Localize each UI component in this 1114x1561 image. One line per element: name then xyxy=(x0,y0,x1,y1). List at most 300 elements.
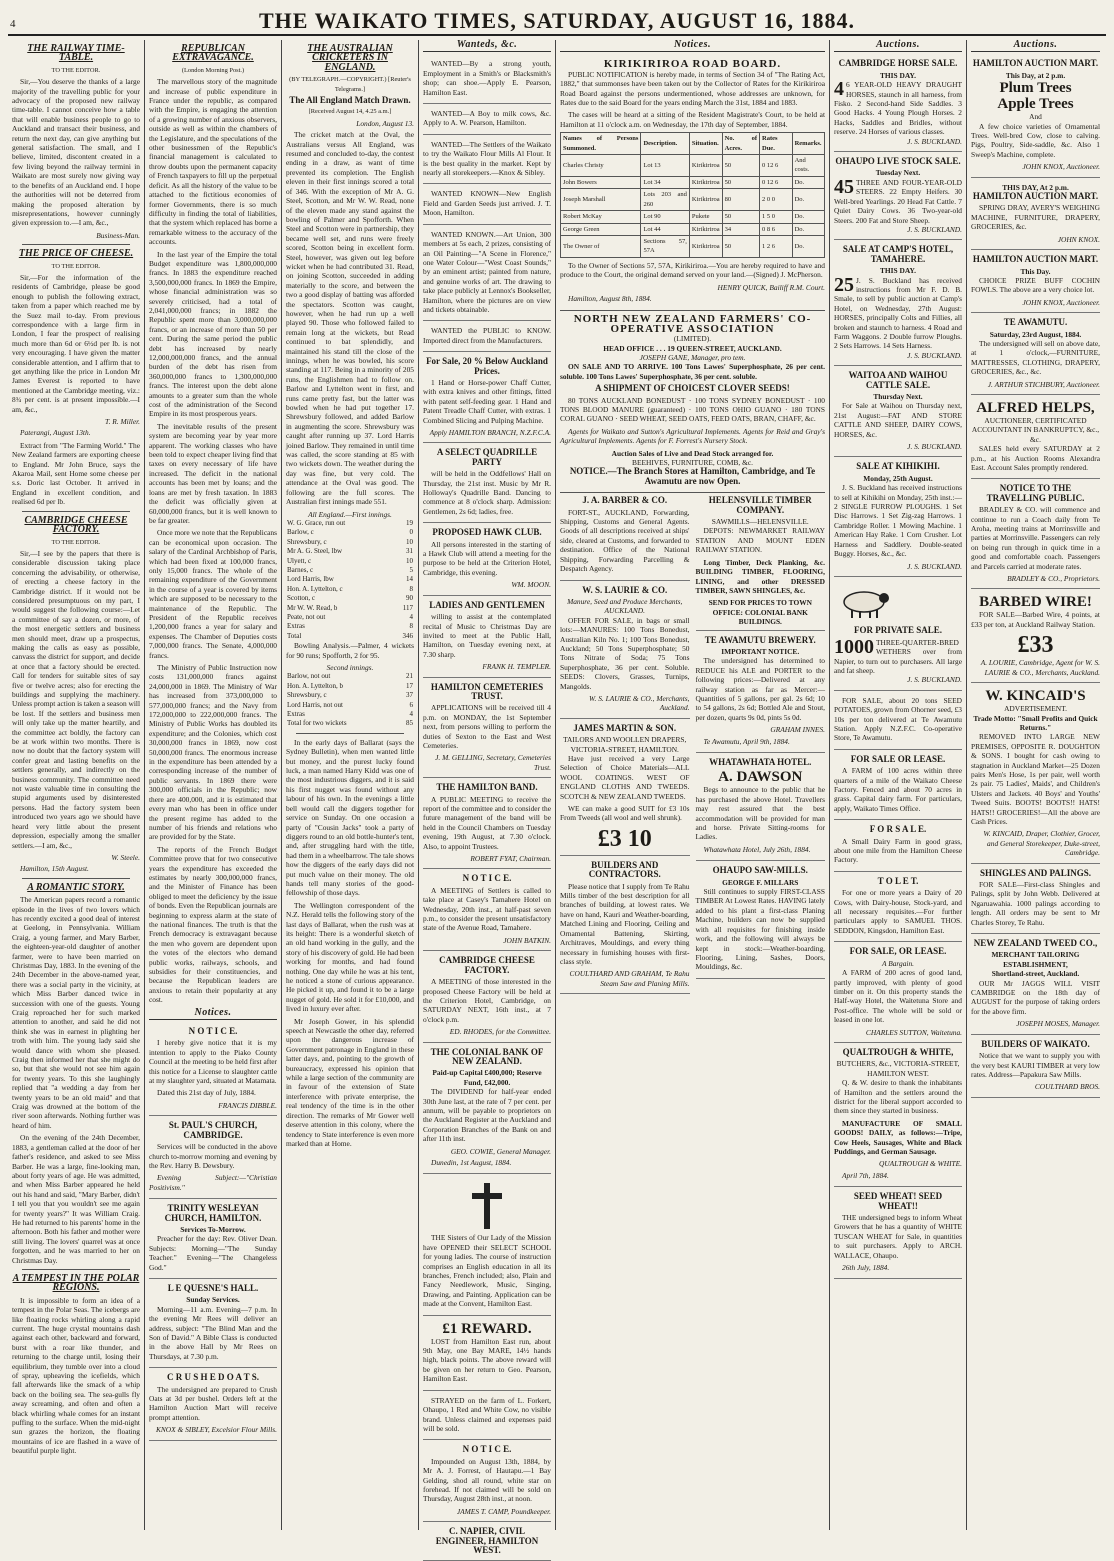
strayed-body: STRAYED on the farm of L. Forkert, Ohaupo, 1 Red and White Cow, no visible brand. Unless claimed and expenses paid will be sold. xyxy=(423,1395,551,1433)
band-signature: ROBERT FYAT, Chairman. xyxy=(470,854,551,864)
score-row xyxy=(286,594,414,603)
runs: 19 xyxy=(406,518,413,527)
page-number: 4 xyxy=(10,18,16,30)
auction-ad xyxy=(834,56,962,152)
rates-cell: 2 0 0 xyxy=(760,189,793,211)
mart-day: This Day, at 2 p.m. xyxy=(1005,70,1066,80)
te-awamutu-body: The undersigned will sell on above date, at 1 o'clock,—FURNITURE, MATTRESSES, CLOTHING, DRAPERY, GROCERIES, &c., &c. xyxy=(971,338,1100,377)
scorecard-total xyxy=(286,632,414,641)
wanted-ad xyxy=(423,137,551,185)
score-row xyxy=(286,557,414,566)
split-left xyxy=(560,493,690,996)
sale-title: For Sale, 20 % Below Auckland Prices. xyxy=(426,356,548,376)
runs: 8 xyxy=(409,622,413,631)
church-subject: Evening Subject:—"Christian Positivism." xyxy=(149,1173,277,1192)
auctions-heading: Auctions. xyxy=(971,40,1100,52)
rates-row xyxy=(561,176,825,188)
cemeteries-signature: J. M. GELLING, Secretary, Cemeteries Trust. xyxy=(435,753,551,772)
masthead xyxy=(8,6,1106,36)
tweed-title: NEW ZEALAND TWEED CO., xyxy=(973,938,1098,949)
batsman: Lord Harris, not out xyxy=(287,700,343,709)
to-let-title: T O L E T. xyxy=(877,875,919,886)
church-ad xyxy=(149,1118,277,1199)
wanted-ad xyxy=(423,56,551,104)
for-sale-ad xyxy=(834,822,962,872)
builders-ad xyxy=(560,858,690,994)
rates-cell: Do. xyxy=(792,223,824,235)
batsman: Barnes, c xyxy=(287,565,314,574)
auction-body: For Sale at Waihou on Thursday next, 21st August:—FAT AND STORE CATTLE AND SHEEP, DAIRY COWS, HORSES, &c. xyxy=(834,401,962,439)
divider xyxy=(22,511,130,512)
rates-cell: 80 xyxy=(722,189,759,211)
total-label: Total xyxy=(287,631,302,640)
article-paragraph: Mr Joseph Gower, in his splendid speech at Newcastle the other day, referred upon the dangerous increase of Government patronage in England in these latter days, and, pointing to the growth of bureaucracy, expressed his opinion that while a large section of the community are in favour of the extension of State interference with private enterprise, the real tendency of the time is in the other direction. The remarks of Mr Gower well deserve attention in this colony, where the tendency to State interference is even more marked than at Home. xyxy=(286,1016,414,1148)
hall-body: Morning—11 a.m. Evening—7 p.m. In the evening Mr Rees will deliver an address, subject: "The Blind Man and the Son of David." A Bible Class is conducted in the above Hall by Mr Rees on Thursdays, at 7.30 p.m. xyxy=(149,1304,277,1361)
shingles-body: FOR SALE—First-class Shingles and Palings, split by John Webb. Delivered at Ngaruawahia. 1000 palings according to length. All orders may be sent to Mr Charles Storey, Te Rahu. xyxy=(971,880,1100,927)
brewery-body: The undersigned has determined to REDUCE his ALE and PORTER to the following prices:—Delivered at any railway station as far as Mercer:—Quantities of 5 gallons, per gal. 2s 6d; 10 to 54 gallons, 2s 6d; Bottled Ale and Stout, per dozen, quarts 9s 0d, pints 5s 0d. xyxy=(695,656,825,722)
private-sale-signature: J. S. BUCKLAND. xyxy=(907,675,962,685)
waikato-builders-signature: COULTHARD BROS. xyxy=(1034,1082,1100,1092)
kirikiriroa-body-2: The cases will be heard at a sitting of the Resident Magistrate's Court, to be held at Hamilton at 11 o'clock a.m. on Wednesday, the 17th day of September, 1884. xyxy=(560,110,825,129)
brewery-signature: GRAHAM INNES. xyxy=(770,725,825,735)
brewery-title: TE AWAMUTU BREWERY. xyxy=(704,634,816,645)
article-paragraph: The reports of the French Budget Committee prove that for two consecutive years the expenditure has exceeded the estimates by nearly 300,000,000 francs, and the Minister of Finance has been obliged to meet the deficiency by the issue of bonds. Even the Republican journals are beginning to express alarm at the state of the national finances. The truth is that the French democracy is extravagant because the men who govern are dependent upon the votes of the electors who demand public works, railways, schools, and subsidies for their constituencies, and because the Republican leaders are anxious to retain their popularity at any cost. xyxy=(149,844,277,1005)
rates-cell: Kirikiriroa xyxy=(689,189,722,211)
barber-title: J. A. BARBER & CO. xyxy=(582,495,668,506)
score-row xyxy=(286,622,414,631)
impound-title: N O T I C E. xyxy=(462,1444,512,1455)
column-3 xyxy=(282,40,419,1530)
tweed-ad xyxy=(971,936,1100,1035)
wire-signature: A. LOURIE, Cambridge, Agent for W. S. LAURIE & CO., Merchants, Auckland. xyxy=(980,658,1100,677)
score-row xyxy=(286,682,414,691)
cheese-signature: ED. RHODES, for the Committee. xyxy=(449,1027,551,1037)
wanted-body: WANTED KNOWN—New English Field and Garden Seeds just arrived. J. T. Moon, Hamilton. xyxy=(423,189,551,218)
for-sale-body: A FARM of 100 acres within three quarters of a mile of the Waikato Cheese Factory. Fenced and about 70 acres in grass. Capital dairy farm. For particulars, apply, Waikato Times Office. xyxy=(834,766,962,813)
rates-header-cell: Description. xyxy=(641,133,689,155)
score-row xyxy=(286,710,414,719)
wanted-ad xyxy=(423,323,551,352)
divider xyxy=(22,878,130,879)
cheese-factory-ad xyxy=(423,953,551,1042)
private-sale-body: THREE-QUARTER-BRED WETHERS over from Napier, to turn out to purchasers. All large and fat sheep. xyxy=(834,637,962,675)
impound-signature: JAMES T. CAMP, Poundkeeper. xyxy=(456,1506,551,1516)
runs: 14 xyxy=(406,575,413,584)
whatawhata-ad xyxy=(696,755,826,861)
butchers-body: Q. & W. desire to thank the inhabitants of Hamilton and the settlers around the district for the liberal support accorded to them since they started in business. xyxy=(834,1078,962,1116)
auction-ad xyxy=(834,242,962,366)
column-5-6 xyxy=(556,40,830,1530)
republican-heading: REPUBLICAN EXTRAVAGANCE. xyxy=(172,43,254,64)
runs: 31 xyxy=(406,547,413,556)
letter-signature: Business-Man. xyxy=(96,230,140,240)
rates-cell: Kirikiriroa xyxy=(689,155,722,177)
scorecard-second-innings xyxy=(286,672,414,719)
columns xyxy=(8,39,1106,1555)
innings-heading: Second innings. xyxy=(326,663,374,672)
martin-body: Have just received a very Large Selection of Choice Materials—ALL WOOL COATINGS. WEST OF ENGLAND CLOTHS AND TWEEDS. SCOTCH & NEW ZEALAND TWEEDS. xyxy=(560,754,690,801)
sale-ad xyxy=(423,354,551,443)
helensville-depots: DEPOTS: NEWMARKET RAILWAY STATION AND MOUNT EDEN RAILWAY STATION. xyxy=(695,526,825,555)
article-paragraph: On the evening of the 24th December, 1883, a gentleman called at the door of her father's residence, and asked to see Miss Barber. He was a large, fine-looking man, about forty years of age. He was admitted, and when Miss Barber appeared he held out his hand and said, "Mary Barber, didn't I tell you that you wouldn't see me again for twenty years?" It was William Craig. He had returned to his parents' home in the afternoon. Both his father and mother were still living. The lovers' quarrel was at once forgotten, and he was married to her on Christmas Day. xyxy=(12,1133,140,1265)
rates-cell: Lot 34 xyxy=(641,176,689,188)
received-line: [Received August 14, 4.25 a.m.] xyxy=(308,108,392,116)
helensville-timber: Long Timber, Deck Planking, &c. BUILDING TIMBER, FLOORING, LINING, and other DRESSED TIMBER, SAWN SHINGLES, &c. xyxy=(695,557,825,595)
nzfca-manager: JOSEPH GANE, Manager, pro tem. xyxy=(639,352,746,362)
auction-day: Thursday Next. xyxy=(873,392,923,401)
rates-cell: Lot 13 xyxy=(641,155,689,177)
column-1 xyxy=(8,40,145,1530)
railway-heading: THE RAILWAY TIME-TABLE. xyxy=(27,43,125,64)
rates-cell: Pukete xyxy=(689,211,722,223)
and-text: And xyxy=(1029,112,1042,122)
rates-row xyxy=(561,223,825,235)
notice-date: Dated this 21st day of July, 1884. xyxy=(157,1088,256,1098)
hall-title: L E QUESNE'S HALL. xyxy=(167,1282,259,1293)
private-sale-ad xyxy=(834,579,962,691)
notice-title: N O T I C E. xyxy=(188,1026,238,1037)
laurie-subtitle: Manure, Seed and Produce Merchants, AUCKLAND. xyxy=(567,596,683,616)
rates-table xyxy=(560,132,825,257)
branch-notice: NOTICE.—The Branch Stores at Hamilton, Cambridge, and Te Awamutu are now Open. xyxy=(569,466,816,486)
wire-title: BARBED WIRE! xyxy=(979,594,1092,611)
rates-header-cell: Rates Due. xyxy=(760,133,793,155)
sale-body: 1 Hand or Horse-power Chaff Cutter, with extra knives and other fittings, fitted with patent self-feeding gear. 1 Hand and Patent Treadle Chaff Cutter, with extras. 1 Combined Slicing and Pulping Machine. xyxy=(423,377,551,425)
batsman: Hon. A. Lyttelton, c xyxy=(287,584,343,593)
score-row xyxy=(286,672,414,681)
notice-title: N O T I C E. xyxy=(462,873,512,884)
article-paragraph: In the last year of the Empire the total Budget expenditure was 1,800,000,000 francs. In 1883 the expenditure reached 3,500,000,000 francs. In 1869 the Empire, whose financial administration was so severely criticised, had a total of 2,041,000,000 francs; in 1882 the Republic spent more than 3,000,000,000 francs, or an increase of more than 50 per cent. During the same period the public debt has increased by nearly 12,000,000,000 francs, and the annual burden of the debt has risen from 360,000,000 francs to 1,300,000,000 francs. The interest upon the debt alone amounts to a greater sum than the whole cost of the administration of the Second Empire in its most prosperous years. xyxy=(149,249,277,419)
napier-card xyxy=(423,1524,551,1561)
notice-signature: FRANCIS DIBBLE. xyxy=(218,1100,277,1110)
mart-day: This Day. xyxy=(1020,266,1051,276)
laurie-ad xyxy=(560,583,690,719)
travel-body: BRADLEY & CO. will commence and continue to run a Coach daily from Te Aroha, meeting trains at Morrinsville and parties at Morrinsville. Passengers can rely on being run through in quick time in a good and comfortable coach. Passengers and Parcels carried at moderate rates. xyxy=(971,505,1100,571)
wanted-ad xyxy=(423,106,551,135)
auctions-heading: Auctions. xyxy=(834,40,962,52)
article-paragraph: The American papers record a romantic episode in the lives of two lovers which has recently excited a good deal of interest at Geelong, in Pennsylvania. William Craig, a young farmer, and Mary Barber, the eighteen-year-old daughter of another farmer, were to have been married on Christmas Day, 1883. In the evening of the 24th December in the above-named year, there was a social party in the vicinity, at which Miss Barber danced twice in succession with one of the guests. Young Craig reproached her for such marked attention to another, and said he did not think she was in earnest in plighting her troth with him. The young lady said she would dance with whom she pleased. Craig then informed her that she might do so, but that she would not see him again for twenty years. To this she laughingly replied that "a wedding a day from her twenty years to be an old maid" and that Craig was drowned at the bottom of the river soon afterwards. Nothing further was heard of him. xyxy=(12,895,140,1130)
ohaupo-body: Still continues to supply FIRST-CLASS TIMBER At Lowest Rates. HAVING lately added to his plant a first-class Planing Machine, builders can now be supplied with all requisites for finishing inside work, and the following will always be kept in stock:—Weather-boarding, Flooring, Lining, Sashes, Doors, Mouldings, &c. xyxy=(695,887,825,972)
batsman: Peate, not out xyxy=(287,612,326,621)
score-row xyxy=(286,701,414,710)
helps-ad xyxy=(971,397,1100,479)
barbed-wire-ad xyxy=(971,591,1100,683)
settlers-notice-ad xyxy=(423,871,551,951)
auction-signature: J. S. BUCKLAND. xyxy=(907,442,962,452)
article-paragraph: The marvellous story of the magnitude and increase of public expenditure in France under the republic, as compared with the Empire, is engaging the attention of a growing number of anxious observers, outside as well as within the chambers of the Legislature, and the speculations of the other businessmen of the Republic's financial management is calculated to throw doubts upon the permanent capacity of French taxpayers to fill up the perpetual deficit. As all the history of the value to be attached to the fictitious economies of former Governments, there is so much difficulty in finding the total of liabilities, that the system which replaced has borne a remarkable witness to the accuracy of the accounts. xyxy=(149,77,277,247)
match-title: The All England Match Drawn. xyxy=(289,95,411,106)
batsman: Extras xyxy=(287,710,305,719)
newspaper-title: THE WAIKATO TIMES, SATURDAY, AUGUST 16, 1884. xyxy=(259,8,855,33)
score-row xyxy=(286,575,414,584)
te-awamutu-signature: J. ARTHUR STICHBURY, Auctioneer. xyxy=(987,379,1100,389)
cricket-copyright: (BY TELEGRAPH.—COPYRIGHT.) [Reuter's Telegrams.] xyxy=(289,76,411,93)
batsman: W. G. Grace, run out xyxy=(287,518,346,527)
auction-title: SALE AT CAMP'S HOTEL, TAMAHERE. xyxy=(842,244,954,264)
batsman: Ulyett, c xyxy=(287,556,312,565)
kincaid-signature: W. KINCAID, Draper, Clothier, Grocer, and General Storekeeper, Duke-street, Cambridge. xyxy=(983,829,1100,858)
ladies-body: willing to assist at the contemplated recital of Music to Christmas Day are invited to meet at the Public Hall, Hamilton, on Tuesday evening next, at 7.30 sharp. xyxy=(423,612,551,659)
auction-signature: J. S. BUCKLAND. xyxy=(907,224,962,234)
runs: 90 xyxy=(406,594,413,603)
rates-cell: Lots 203 and 260 xyxy=(641,189,689,211)
tweed-address: Shortland-street, Auckland. xyxy=(991,969,1080,979)
rates-row xyxy=(561,211,825,223)
article-paragraph: In the early days of Ballarat (says the Sydney Bulletin), when men wanted little but money, and the purest lucky found luck, a man named Harry Kidd was one of the most industrious diggers, and it is said his first nugget was found without any labour of his own. In the evenings a little bell would call the diggers together for service on Sunday. On one occasion a party of "Cousin Jacks" took a party of diggers round to an old bottle-hunter's tent, and, after struggling hard with the title, had them in a wheelbarrow. The tale shows how the diggers of the early days did not put much value on their money. The old hands tell many stories of the good-fellowship of those days. xyxy=(286,737,414,898)
split-row xyxy=(560,493,825,996)
rates-cell: Do. xyxy=(792,211,824,223)
band-title: THE HAMILTON BAND. xyxy=(436,782,538,793)
mart-signature: JOHN KNOX. xyxy=(1057,234,1100,244)
for-sale-ad xyxy=(834,944,962,1043)
cricket-heading: THE AUSTRALIAN CRICKETERS IN ENGLAND. xyxy=(307,43,393,73)
article-paragraph: The inevitable results of the present system are becoming year by year more apparent. The working classes who have been told to expect cheaper living find that taxes on every necessary of life have increased. The deficit in the national accounts has been met by loans; and the loans are met by fresh taxation. In 1883 the deficit was officially given at 60,000,000 francs, but it is well known to be far greater. xyxy=(149,421,277,525)
runs: 5 xyxy=(409,565,413,574)
auction-day: Tuesday Next. xyxy=(875,168,921,178)
batsman: Mr A. G. Steel, lbw xyxy=(287,547,343,556)
score-row xyxy=(286,604,414,613)
waikato-builders-title: BUILDERS OF WAIKATO. xyxy=(981,1038,1090,1049)
runs: 4 xyxy=(409,710,413,719)
hall-subtitle: Sunday Services. xyxy=(186,1295,240,1305)
wheat-date: 26th July, 1884. xyxy=(842,1263,890,1273)
church-subtitle: Services To-Morrow. xyxy=(180,1224,246,1234)
helps-subtitle: AUCTIONEER, CERTIFICATED ACCOUNTANT IN BANKRUPTCY, &c., &c. xyxy=(971,415,1100,444)
butchers-subtitle: BUTCHERS, &c., VICTORIA-STREET, HAMILTON WEST. xyxy=(836,1059,960,1078)
kincaid-ad xyxy=(971,685,1100,864)
rates-cell: 0 12 6 xyxy=(760,155,793,177)
for-sale-title: FOR SALE, OR LEASE. xyxy=(849,946,947,957)
nzfca-office: HEAD OFFICE . . . 19 QUEEN-STREET, AUCKLAND. xyxy=(603,343,782,353)
notice-ad xyxy=(149,1024,277,1116)
divider xyxy=(296,733,404,734)
rates-cell: 50 xyxy=(722,176,759,188)
article-paragraph: The Ministry of Public Instruction now costs 131,000,000 francs against 24,000,000 in 1869. The Ministry of War has increased from 373,000,000 to 577,000,000 francs; and the Navy from 172,000,000 to 222,000,000 francs. The Ministry of Public Works has doubled its expenditure; and the Colonies, which cost 30,000,000 francs in 1869, now cost 50,000,000 francs. The enormous increase in the expenditure has been attended by a corresponding increase of the number of public servants. In 1869 there were 300,000 officials in the Republic; now there are 400,000, and it is estimated that every man who has been in office under the present regime has added to the number of his friends and relations who are provided for by the State. xyxy=(149,663,277,842)
mart-title: HAMILTON AUCTION MART. xyxy=(972,191,1099,202)
runs: 10 xyxy=(406,537,413,546)
kirikiriroa-notice xyxy=(560,56,825,311)
total-value: 85 xyxy=(406,719,413,728)
rates-cell: Kirikiriroa xyxy=(689,176,722,188)
runs: 10 xyxy=(406,556,413,565)
te-awamutu-ad xyxy=(971,315,1100,395)
tempest-heading: A TEMPEST IN THE POLAR REGIONS. xyxy=(12,1272,140,1294)
runs: 0 xyxy=(409,528,413,537)
cheese-factory-heading: CAMBRIDGE CHEESE FACTORY. xyxy=(24,514,128,536)
nzfca-sale: ON SALE AND TO ARRIVE. 100 Tons Lawes' Superphosphate, 26 per cent. soluble. 100 Tons Lawes' Superphosphate, 36 per cent. soluble. xyxy=(560,362,825,381)
reward-body: LOST from Hamilton East run, about 9th May, one Bay MARE, 14½ hands high, black points. The above reward will be given on her return to Geo. Pearson, Hamilton East. xyxy=(423,1336,551,1384)
rates-cell: Sections 57, 57A xyxy=(641,235,689,257)
kirikiriroa-body: PUBLIC NOTIFICATION is hereby made, in terms of Section 34 of "The Rating Act, 1882," that summonses have been taken out by the Collector of Rates for the Kirikiriroa Road Board against the persons undermentioned, whose addresses are unknown, for Rates due to the said Board for the years ending March the 31st, 1884 and 1883. xyxy=(560,69,825,108)
mart-signature: JOHN KNOX, Auctioneer. xyxy=(1022,162,1100,172)
runs: 8 xyxy=(409,584,413,593)
auction-signature: J. S. BUCKLAND. xyxy=(907,561,962,571)
auction-signature: J. S. BUCKLAND. xyxy=(907,350,962,360)
kincaid-title: W. KINCAID'S xyxy=(985,688,1086,705)
helensville-title: HELENSVILLE TIMBER COMPANY. xyxy=(708,495,812,515)
martin-price-label: WE can make a good SUIT for £3 10s From Tweeds (all wool and well shrunk). xyxy=(560,804,690,823)
martin-price: £3 10 xyxy=(597,825,652,852)
nzfca-clover: A SHIPMENT OF CHOICEST CLOVER SEEDS! xyxy=(595,383,790,394)
mart-title: HAMILTON AUCTION MART. xyxy=(972,254,1099,265)
for-sale-body: FOR SALE, about 20 tons SEED POTATOES, grown from Ohorner seed, £3 10s per ton delivered at Te Awamutu Station. Apply N.Z.F.C. Co-operative Store, Te Awamutu. xyxy=(834,695,962,743)
te-awamutu-day: Saturday, 23rd August, 1884. xyxy=(989,329,1082,339)
auction-number: 4 xyxy=(834,78,844,101)
for-sale-body: A Small Dairy Farm in good grass, about one mile from the Hamilton Cheese Factory. xyxy=(834,836,962,865)
wheat-title: SEED WHEAT! SEED WHEAT!! xyxy=(853,1191,943,1211)
church-body: Services will be conducted in the above church to-morrow morning and evening by the Rev. Harry B. Dewsbury. xyxy=(149,1142,277,1170)
batsman: Hon. A. Lyttelton, b xyxy=(287,681,343,690)
column-4 xyxy=(419,39,556,1555)
batsman: Scotton, c xyxy=(287,594,315,603)
divider xyxy=(22,244,130,245)
scorecard-first-innings xyxy=(286,519,414,632)
notices-heading: Notices. xyxy=(560,40,825,52)
notice-body: A MEETING of Settlers is called to take place at Casey's Tamahere Hotel on Wednesday, 20th inst., at half-past seven p.m., to consider the present unsatisfactory state of the Avenue Road, Tamahere. xyxy=(423,885,551,933)
auction-body: THREE AND FOUR-YEAR-OLD STEERS. 22 Empty Heifers. 30 Well-bred Yearlings. 20 Head Fat Cattle. 7 Quiet Dairy Cows. 36 Two-year-old Steers. 200 Fat and Store Sheep. xyxy=(834,177,962,225)
mart-body: CHOICE PRIZE BUFF COCHIN FOWLS. The above are a very choice lot. xyxy=(971,275,1100,295)
rates-cell: Do. xyxy=(792,189,824,211)
laurie-title: W. S. LAURIE & CO. xyxy=(582,584,668,595)
impound-body: Impounded on August 13th, 1884, by Mr A. J. Forrest, of Hautapu.—1 Bay Gelding, shod all round, white star on forehead. If not claimed will be sold on Thursday, August 28th inst., at noon. xyxy=(423,1456,551,1504)
letter-cheese-price: Sir,—For the information of the residents of Cambridge, please be good enough to publish the following extract, taken from a paper which reached me by the Suez mail to-day. From previous correspondence with a large firm in London, I fear the prospect of realising much more than 6d or 6½d per lb. is not very encouraging. I have given the matter considerable attention, and I affirm that to get anything like the price in London Mr James Everest is reported to have mentioned at the Cambridge meeting, viz.: 8¾ per cent. is at present impossible.—I am, &c., xyxy=(12,272,140,414)
waikato-builders-ad xyxy=(971,1037,1100,1098)
to-let-ad xyxy=(834,874,962,942)
mart-signature: JOHN KNOX, Auctioneer. xyxy=(1022,297,1100,307)
mart-body: A few choice varieties of Ornamental Trees. Well-bred Cow, close to calving. Pigs, Poultry, Side-saddle, &c. Also 1 Sweep's Machine, complete. xyxy=(971,121,1100,159)
barber-ad xyxy=(560,493,690,580)
tweed-subtitle: MERCHANT TAILORING ESTABLISHMENT, xyxy=(991,950,1080,969)
builders-signature: COULTHARD AND GRAHAM, Te Rahu Steam Saw and Planing Mills. xyxy=(569,969,690,988)
auction-ad xyxy=(834,368,962,457)
auction-day: THIS DAY. xyxy=(879,70,916,80)
for-sale-signature: CHARLES SUTTON, Waitetuna. xyxy=(865,1027,962,1037)
hall-ad xyxy=(149,1281,277,1368)
auction-day: Monday, 25th August. xyxy=(863,473,933,483)
martin-subtitle: TAILORS AND WOOLLEN DRAPERS, VICTORIA-STREET, HAMILTON. xyxy=(563,735,687,754)
laurie-body: OFFER FOR SALE, in bags or small lots:—MANURES: 100 Tons Bonedust, Australian Kiln No. 1; 100 Tons Bonedust, Auckland; 50 Tons Superphosphate; 50 Tons Nitrate of Soda; 75 Tons Superphosphate, 36 per cent. Soluble. SEEDS: Clovers, Grasses, Turnips, Mangolds. xyxy=(560,615,690,691)
auction-body: J. S. Buckland has received instructions to sell at Kihikihi on Monday, 25th inst.:—2 SINGLE FURROW PLOUGHS. 1 Set Disc Harrows. 1 Set Zig-zag Harrows. 1 Cambridge Roller. 1 Mowing Machine. 1 American Hay Rake. 1 Corn Crusher. Lot Harness and Saddlery. Double-seated Buggy. Horses, &c., &c. xyxy=(834,483,962,559)
romantic-story-heading: A ROMANTIC STORY. xyxy=(27,881,125,893)
total-value: 346 xyxy=(402,631,413,640)
ohaupo-subtitle: GEORGE F. MILLARS xyxy=(722,877,799,887)
batsman: Mr W. W. Read, b xyxy=(287,603,338,612)
quadrille-body: will be held in the Oddfellows' Hall on Thursday, the 21st inst. Music by Mr R. Holloway's Quadrille Band. Dancing to commence at 8 o'clock sharp. Admission: Gentlemen, 2s 6d; ladies, free. xyxy=(423,469,551,516)
bowling-analysis: Bowling Analysis.—Palmer, 4 wickets for 90 runs; Spofforth, 2 for 95. xyxy=(286,641,414,660)
wheat-body: THE undersigned begs to inform Wheat Growers that he has a quantity of WHITE TUSCAN WHEAT for Sale, in quantities to suit purchasers. Apply to ARCH. WALLACE, Ohaupo. xyxy=(834,1213,962,1260)
cross-icon xyxy=(472,1183,502,1229)
laurie-signature: W. S. LAURIE & CO., Merchants, Auckland. xyxy=(589,693,690,713)
auction-body: 6 YEAR-OLD HEAVY DRAUGHT HORSES, staunch in all harness, from Fisko. 2 Second-hand Side Saddles. 3 Good Hacks. 4 Young Plough Horses. 2 Hacks, Saddles and Bridles, without reserve. 24 Horses of various classes. xyxy=(834,80,962,137)
auction-body: J. S. Buckland has received instructions from Mr F. D. B. Smale, to sell by public auction at Camp's Hotel, on Wednesday, 27th August: HORSES, principally Colts and Fillies, all broken and staunch to harness. 4 Road and Farm Waggons. 2 Double furrow Ploughs. 2 Sets Harrows. 14 Sets Harness. xyxy=(834,275,962,351)
for-sale-ad xyxy=(834,693,962,750)
sheep-count: 1000 xyxy=(834,635,874,658)
score-row xyxy=(286,547,414,556)
bank-title: THE COLONIAL BANK OF NEW ZEALAND. xyxy=(430,1046,544,1066)
band-body: A PUBLIC MEETING to receive the report of the committee and to consider the future management of the band will be held in the Council Chambers on Tuesday evening, 19th August, at 7.30 o'clock. Also, to appoint Trustees. xyxy=(423,794,551,851)
nzfca-goods: 80 TONS AUCKLAND BONEDUST · 100 TONS SYDNEY BONEDUST · 100 TONS BLOOD MANURE (guaranteed) · 100 TONS OHIO GUANO · 180 TONS CORAL GUANO · SEED WHEAT, SEED OATS, FEED OATS, BRAN, CHAFF, &c. xyxy=(560,395,825,424)
for-sale-title: FOR SALE OR LEASE. xyxy=(850,753,946,764)
tweed-signature: JOSEPH MOSES, Manager. xyxy=(1016,1019,1100,1029)
wanted-body: WANTED the PUBLIC to KNOW. Imported direct from the Manufacturers. xyxy=(423,326,551,345)
rates-cell: Robert McKay xyxy=(561,211,641,223)
oats-body: The undersigned are prepared to Crush Oats at 3d per bushel. Orders left at the Hamilton Auction Mart will receive prompt attention. xyxy=(149,1384,277,1422)
auction-day: THIS DAY. xyxy=(879,266,916,276)
nzfca-agents: Agents for Waikato and Sutton's Agricultural Implements. Agents for Reid and Gray's Agricultural Implements. Agents for F. Forrest's Nursery Stock. xyxy=(560,426,825,446)
church-title: St. PAUL'S CHURCH, CAMBRIDGE. xyxy=(168,1120,258,1140)
bank-signature: GEO. COWIE, General Manager. xyxy=(450,1146,551,1156)
butchers-signature: QUALTROUGH & WHITE. xyxy=(879,1159,962,1169)
for-sale-body: A FARM of 200 acres of good land, partly improved, with plenty of good timber on it. On this property stands the Half-way Hotel, the Waitetuna Store and Post-office. The whole will be sold or leased in one lot. xyxy=(834,968,962,1025)
hawk-body: All persons interested in the starting of a Hawk Club will attend a meeting for the purpose to be held at the Criterion Hotel, Cambridge, this evening. xyxy=(423,539,551,577)
reward-ad xyxy=(423,1318,551,1391)
article-paragraph: It is impossible to form an idea of a tempest in the Polar Seas. The icebergs are like floating rocks whirling along a rapid current. The huge crystal mountains dash against each other, backward and forward, burst with a roar like thunder, and returning to the charge until, losing their equilibrium, they tumble over into a cloud of spray, upheaving the icefields, which fall afterwards like the smack of a whip back on the boiling sea. The sea-gulls fly away screaming, and often and often a black whirling whale comes for an instant puffing to the surface. When the mid-night sun grazes the horizon, the floating mountains of ice are flashed in a wave of beautiful purple light. xyxy=(12,1295,140,1456)
quadrille-ad xyxy=(423,445,551,523)
sheep-icon xyxy=(834,586,894,620)
apple-trees: Apple Trees xyxy=(997,96,1074,113)
brewery-ad xyxy=(696,633,826,753)
brewery-subtitle: IMPORTANT NOTICE. xyxy=(721,646,800,656)
nzfca-ad xyxy=(560,311,825,493)
rates-cell: Kirikiriroa xyxy=(689,235,722,257)
hawk-signature: WM. MOON. xyxy=(511,580,551,590)
innings-heading: All England.—First innings. xyxy=(308,509,392,519)
notice-body: I hereby give notice that it is my intention to apply to the Piako County Council at the meeting to be held first after this notice for a License to slaughter cattle at my slaughter yard, situated at Matamata. xyxy=(149,1038,277,1086)
cemeteries-title: HAMILTON CEMETERIES TRUST. xyxy=(430,681,544,701)
mart-ad xyxy=(971,252,1100,313)
article-paragraph: The cricket match at the Oval, the Australians versus All England, was resumed and concluded to-day, the contest ending in a draw, as want of time prevented its completion. The English eleven in their first innings scored a total of 346. With the exception of Mr A. G. Steel, Scotton, and Mr W. W. Read, none of the eleven made any stand against the bowling of Palmer and Spofforth. When Steel and Scotton were in partnership, they became well set, and runs were freely scored, Scotton being in excellent form. Steel, however, was given out leg before wicket when he had contributed 31. Read, on joining Scotton, succeeded in adding materially to the score, and between the two a good display of batting was afforded the spectators. Scotton was caught, however, when he had run up a well played 90. Those who followed failed to remain long at the wickets, but Read continued to bat splendidly, and maintained his stand till the close of the innings, when he was bowled, his score standing at 117. Being in a minority of 205 runs, the Englishmen had to follow on. Barlow and Lyttelton went in first, and runs came pretty fast, but the latter was bowled when he had put together 17. Shrewsbury followed, and added Barlow in augmenting the score. Shrewsbury was caught after running up 37. Lord Harris joined Barlow. They remained in until time was called, the score standing at 85 with two wickets down. The weather during the day was fine, but very cold. The attendance at the Oval was good. The following are the full scores. The Australian first innings made 551. xyxy=(286,130,414,507)
auction-signature: J. S. BUCKLAND. xyxy=(907,136,962,146)
rates-cell: 50 xyxy=(722,211,759,223)
total-label: Total for two wickets xyxy=(287,719,347,728)
oats-signature: KNOX & SIBLEY, Excelsior Flour Mills. xyxy=(155,1425,277,1435)
kirikiriroa-title: KIRIKIRIROA ROAD BOARD. xyxy=(603,58,782,71)
article-paragraph: Once more we note that the Republicans can be economical upon occasion. The salary of the Cardinal Archbishop of Paris, which had been fixed at 100,000 francs, only 15,000 francs. The whole of the remaining expenditure of the Government in the course of a year is covered by items which are supposed to be necessary to the maintenance of the Republic. The President of the Republic receives 1,200,000 francs a year for salary and expenses. The Chamber of Deputies costs 7,000,000 francs. The Senate, 4,000,000 francs. xyxy=(149,528,277,660)
rates-row xyxy=(561,235,825,257)
auction-title: SALE AT KIHIKIHI. xyxy=(856,461,940,472)
convent-body: THE Sisters of Our Lady of the Mission have OPENED their SELECT SCHOOL for young ladies. The course of instruction comprises an English education in all its branches, French included; also, Plain and Fancy Needlework, Music, Singing, Drawing, and Painting. Application can be made at the Convent, Hamilton East. xyxy=(423,1233,551,1309)
kincaid-subtitle: ADVERTISEMENT. xyxy=(1004,704,1067,714)
butchers-ad xyxy=(834,1045,962,1187)
letter-extract: Extract from "The Farming World." The New Zealand farmers are exporting cheese to England. Mr John Bruce, says the Akaroa Mail, sent Home some cheese per s.s. Doric last October. It arrived in England in excellent condition, and realised 6d per lb. xyxy=(12,440,140,507)
wanted-body: WANTED—By a strong youth, Employment in a Smith's or Blacksmith's shop; can shoe.—Apply E. Pearson, Hamilton East. xyxy=(423,59,551,97)
mart-ad xyxy=(971,56,1100,177)
travel-title: NOTICE TO THE TRAVELLING PUBLIC. xyxy=(986,483,1085,503)
rates-cell: 1 5 0 xyxy=(760,211,793,223)
whatawhata-title: WHATAWHATA HOTEL. xyxy=(709,757,812,767)
article-paragraph: The Wellington correspondent of the N.Z. Herald tells the following story of the last days of Ballarat, when the rush was at its height: There is a wonderful sketch of an old hand working in the gully, and the story of his discovery of gold. He had been working for months, and had found nothing. One day while he was at his tent, he noticed a stone of curious appearance. He picked it up, and found it to be a large nugget of gold. He sold it for £10,000, and lived in luxury ever after. xyxy=(286,900,414,1014)
dateline: London, August 13. xyxy=(356,118,414,128)
butchers-title: QUALTROUGH & WHITE, xyxy=(842,1046,954,1057)
wire-body: FOR SALE—Barbed Wire, 4 points, at £33 per ton, at Auckland Railway Station. xyxy=(971,610,1100,629)
rates-cell: Lot 44 xyxy=(641,223,689,235)
auction-number: 45 xyxy=(834,175,854,198)
barber-body: FORT-ST., AUCKLAND, Forwarding, Shipping, Customs and General Agents. Goods of all descriptions received at ships' side, cleared at Customs, and forwarded to destination. Office of the National Shipping, Forwarding Parcelling & Despatch Agency. xyxy=(560,507,690,574)
auction-title: WAITOA AND WAIHOU CATTLE SALE. xyxy=(848,370,948,390)
te-awamutu-title: TE AWAMUTU. xyxy=(1003,317,1068,328)
bank-body: The DIVIDEND for half-year ended 30th June last, at the rate of 7 per cent. per annum, will be payable to proprietors on the Auckland Register at the Auckland and Corporation Branches of the Bank on and after 11th inst. xyxy=(423,1087,551,1144)
bank-ad xyxy=(423,1045,551,1175)
nzfca-auction: Auction Sales of Live and Dead Stock arranged for. xyxy=(611,448,774,458)
kincaid-body: REMOVED INTO LARGE NEW PREMISES, OPPOSITE R. DOUGHTON & SONS. I bought for cash owing to stagnation in Auckland Market—25 Dozen pairs Men's Hose, 1s per pair, well worth 2s pair. 75 Ladies', Maids', and Children's Ulsters and Jackets. 40 Boys' and Youths' Tweed Suits. BOOTS! BOOTS!! HATS! HATS!! GROCERIES!—All the above are Cash Prices. xyxy=(971,732,1100,826)
butchers-date: April 7th, 1884. xyxy=(842,1170,889,1180)
nzfca-subtitle: (LIMITED). xyxy=(673,334,712,344)
notice-signature: JOHN BATKIN. xyxy=(503,935,551,945)
rates-cell: 50 xyxy=(722,155,759,177)
shingles-title: SHINGLES AND PALINGS. xyxy=(979,867,1092,878)
shingles-ad xyxy=(971,866,1100,934)
letter-place: Hamilton, 15th August. xyxy=(20,864,89,874)
